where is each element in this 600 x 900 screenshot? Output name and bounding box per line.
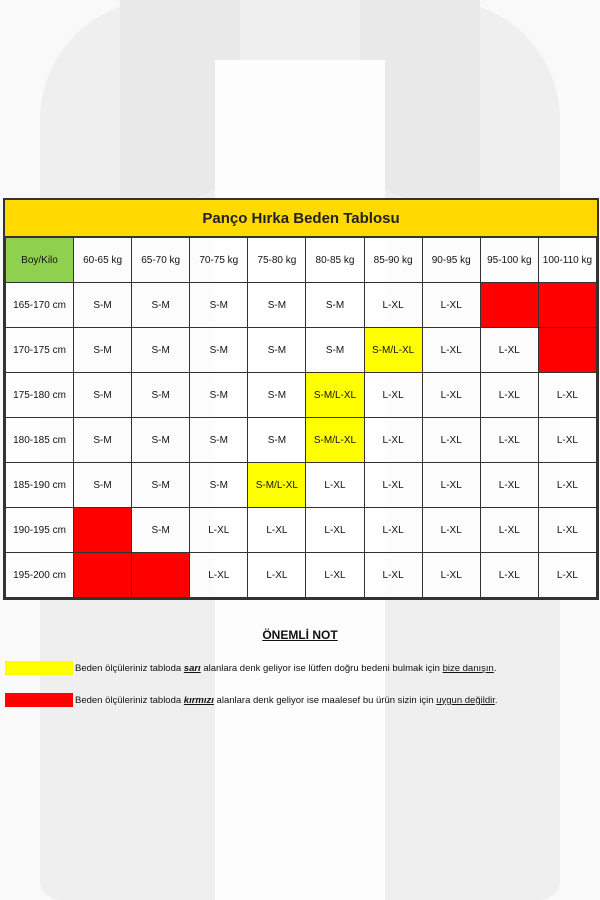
chart-title: Panço Hırka Beden Tablosu (5, 200, 597, 237)
consult-cell: S-M/L-XL (364, 328, 422, 373)
unavailable-cell (132, 553, 190, 598)
size-cell: S-M (74, 463, 132, 508)
weight-header: 95-100 kg (480, 238, 538, 283)
table-row (6, 373, 597, 418)
size-cell: S-M (132, 463, 190, 508)
yellow-swatch (5, 661, 73, 675)
size-cell: L-XL (538, 373, 596, 418)
consult-cell: S-M/L-XL (248, 463, 306, 508)
size-cell: S-M (306, 283, 364, 328)
table-row (6, 283, 597, 328)
size-cell: S-M (74, 373, 132, 418)
note-title: ÖNEMLİ NOT (262, 628, 338, 642)
table-row (6, 418, 597, 463)
important-note (0, 628, 600, 722)
size-cell: L-XL (422, 373, 480, 418)
height-label: 175-180 cm (6, 373, 74, 418)
legend-red-text: Beden ölçüleriniz tabloda kırmızı alanlara denk geliyor ise maalesef bu ürün sizin için uygun değildir. (75, 694, 498, 706)
consult-cell: S-M/L-XL (306, 373, 364, 418)
size-cell: L-XL (480, 508, 538, 553)
legend-yellow-text: Beden ölçüleriniz tabloda sarı alanlara denk geliyor ise lütfen doğru bedeni bulmak için bize danışın. (75, 662, 497, 674)
size-table (5, 237, 597, 598)
height-label: 170-175 cm (6, 328, 74, 373)
weight-header: 80-85 kg (306, 238, 364, 283)
size-cell: L-XL (422, 508, 480, 553)
size-cell: S-M (74, 283, 132, 328)
size-cell: L-XL (306, 508, 364, 553)
size-cell: L-XL (422, 553, 480, 598)
table-row (6, 463, 597, 508)
size-cell: L-XL (480, 328, 538, 373)
size-cell: L-XL (480, 373, 538, 418)
size-cell: L-XL (364, 283, 422, 328)
red-swatch (5, 693, 73, 707)
size-cell: S-M (132, 418, 190, 463)
size-cell: L-XL (190, 508, 248, 553)
consult-cell: S-M/L-XL (306, 418, 364, 463)
header-row (6, 238, 597, 283)
unavailable-cell (538, 283, 596, 328)
table-row (6, 553, 597, 598)
unavailable-cell (480, 283, 538, 328)
size-cell: L-XL (538, 553, 596, 598)
unavailable-cell (74, 508, 132, 553)
size-cell: S-M (190, 373, 248, 418)
size-cell: L-XL (480, 418, 538, 463)
size-cell: L-XL (422, 328, 480, 373)
legend-red (0, 690, 600, 710)
table-row (6, 508, 597, 553)
size-cell: S-M (248, 328, 306, 373)
size-cell: L-XL (190, 553, 248, 598)
size-cell: S-M (248, 373, 306, 418)
size-cell: L-XL (306, 553, 364, 598)
unavailable-cell (538, 328, 596, 373)
weight-header: 100-110 kg (538, 238, 596, 283)
size-cell: S-M (248, 418, 306, 463)
size-cell: S-M (306, 328, 364, 373)
size-cell: L-XL (422, 418, 480, 463)
weight-header: 60-65 kg (74, 238, 132, 283)
size-cell: S-M (132, 508, 190, 553)
size-cell: L-XL (480, 553, 538, 598)
height-label: 165-170 cm (6, 283, 74, 328)
size-cell: S-M (190, 328, 248, 373)
size-cell: L-XL (364, 418, 422, 463)
size-cell: L-XL (480, 463, 538, 508)
size-cell: L-XL (538, 418, 596, 463)
unavailable-cell (74, 553, 132, 598)
size-cell: L-XL (248, 508, 306, 553)
weight-header: 75-80 kg (248, 238, 306, 283)
size-cell: S-M (132, 373, 190, 418)
height-label: 185-190 cm (6, 463, 74, 508)
size-cell: L-XL (364, 508, 422, 553)
weight-header: 70-75 kg (190, 238, 248, 283)
size-cell: S-M (132, 283, 190, 328)
size-chart (3, 198, 599, 600)
size-cell: L-XL (538, 508, 596, 553)
size-cell: S-M (190, 418, 248, 463)
height-label: 190-195 cm (6, 508, 74, 553)
size-cell: L-XL (364, 553, 422, 598)
height-label: 180-185 cm (6, 418, 74, 463)
size-cell: S-M (190, 283, 248, 328)
weight-header: 65-70 kg (132, 238, 190, 283)
corner-cell: Boy/Kilo (6, 238, 74, 283)
size-cell: L-XL (538, 463, 596, 508)
size-cell: S-M (132, 328, 190, 373)
size-cell: L-XL (306, 463, 364, 508)
height-label: 195-200 cm (6, 553, 74, 598)
size-cell: S-M (74, 328, 132, 373)
legend-yellow (0, 658, 600, 678)
size-cell: L-XL (422, 283, 480, 328)
size-cell: S-M (248, 283, 306, 328)
size-cell: L-XL (364, 463, 422, 508)
table-row (6, 328, 597, 373)
weight-header: 85-90 kg (364, 238, 422, 283)
size-cell: S-M (74, 418, 132, 463)
size-cell: L-XL (422, 463, 480, 508)
size-cell: L-XL (364, 373, 422, 418)
weight-header: 90-95 kg (422, 238, 480, 283)
size-cell: S-M (190, 463, 248, 508)
size-cell: L-XL (248, 553, 306, 598)
